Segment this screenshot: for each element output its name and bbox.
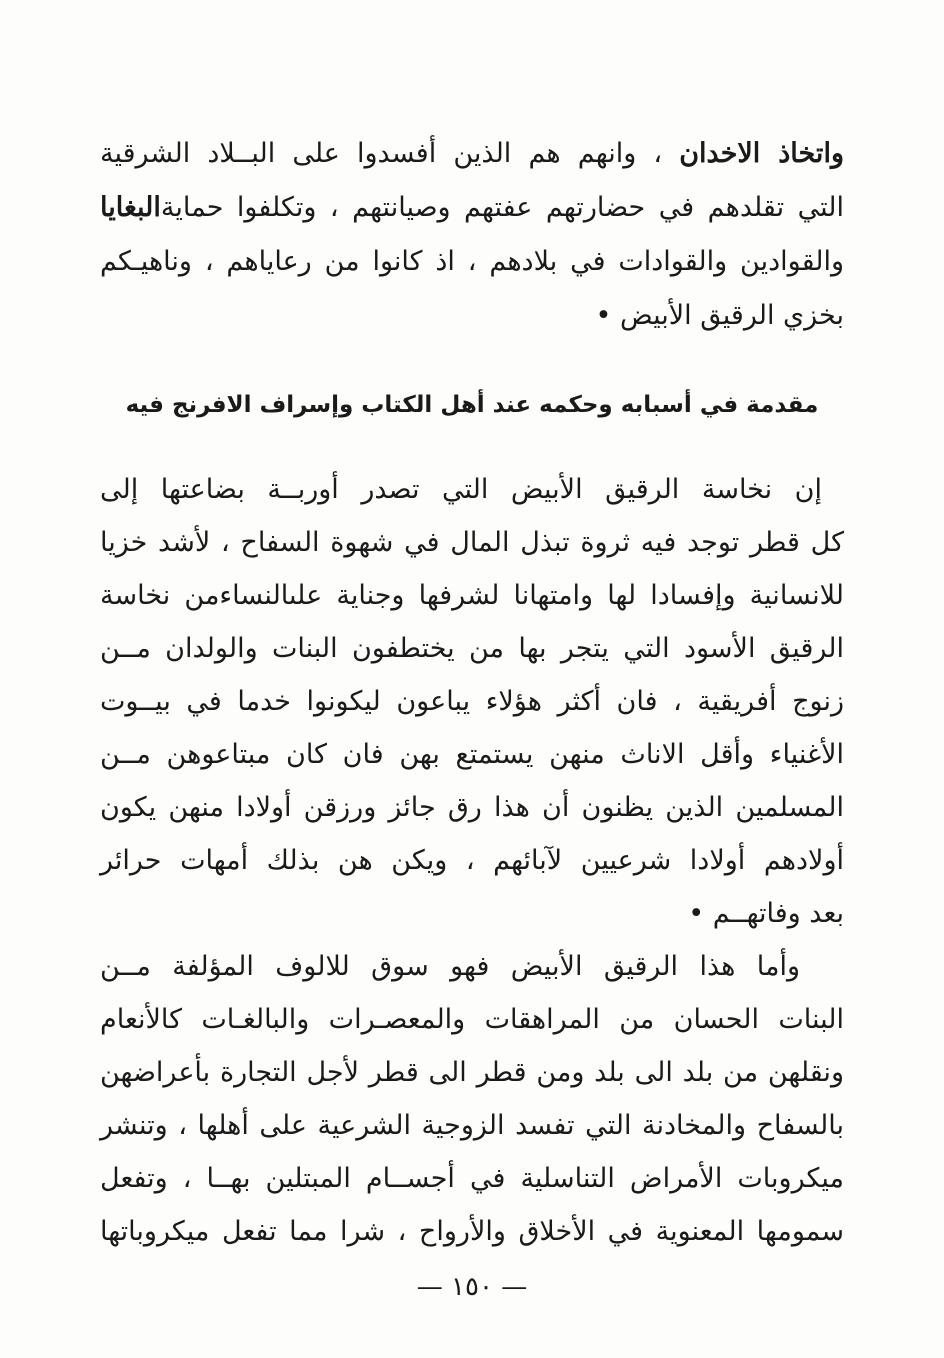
text-line: الأغنياء وأقل الاناث منهن يستمتع بهن فان كان مبتاعوهن مــن [100,739,844,770]
text-line: والقوادين والقوادات في بلادهم ، اذ كانوا من رعاياهم ، وناهيـكم [100,246,844,277]
text-line: بالسفاح والمخادنة التي تفسد الزوجية الشرعية على أهلها ، وتنشر [100,1110,844,1141]
paragraph-continuation [100,140,844,356]
text-line [100,194,844,248]
line-text: التي تقلدهم في حضارتهم عفتهم وصيانتهم ، وتكلفوا حماية [160,192,844,223]
text-line: إن نخاسة الرقيق الأبيض التي تصدر أوربــة بضاعتها إلى [100,474,822,505]
text-line: كل قطر توجد فيه ثروة تبذل المال في شهوة السفاح ، لأشد خزيا [100,527,844,558]
text-line: زنوج أفريقية ، فان أكثر هؤلاء يباعون ليكونوا خدما في بيــوت [100,686,844,717]
text-line: ونقلهن من بلد الى بلد ومن قطر الى قطر لأجل التجارة بأعراضهن [100,1057,844,1088]
text-line: المسلمين الذين يظنون أن هذا رق جائز ورزقن أولادا منهن يكون [100,792,844,823]
text-line: البنات الحسان من المراهقات والمعصـرات والبالغـات كالأنعام [100,1004,844,1035]
section-heading: مقدمة في أسبابه وحكمه عند أهل الكتاب وإسراف الافرنج فيه [125,392,819,418]
text-line: الرقيق الأسود التي يتجر بها من يختطفون البنات والولدان مــن [100,633,844,664]
text-line: بخزي الرقيق الأبيض • [595,300,844,331]
page-number: — ١٥٠ — [416,1272,528,1302]
text-line: للانسانية وإفسادا لها وامتهانا لشرفها وجناية علىالنساءمن نخاسة [100,580,844,611]
text-line: سمومها المعنوية في الأخلاق والأرواح ، شرا مما تفعل ميكروباتها [100,1216,844,1247]
line-text: ، وانهم هم الذين أفسدوا على البــلاد الشرقية [100,138,680,169]
text-line [100,140,844,194]
text-line: ميكروبات الأمراض التناسلية في أجســام المبتلين بهــا ، وتفعل [100,1163,844,1194]
text-line: بعد وفاتهــم • [688,898,844,929]
body-paragraphs [100,476,844,1271]
bold-phrase: واتخاذ الاخدان [679,138,844,169]
text-line: وأما هذا الرقيق الأبيض فهو سوق للالوف المؤلفة مــن [100,951,800,982]
text-line: أولادهم أولادا شرعيين لآبائهم ، ويكن هن بذلك أمهات حرائر [100,845,844,876]
bold-phrase: البغايا [100,192,161,223]
